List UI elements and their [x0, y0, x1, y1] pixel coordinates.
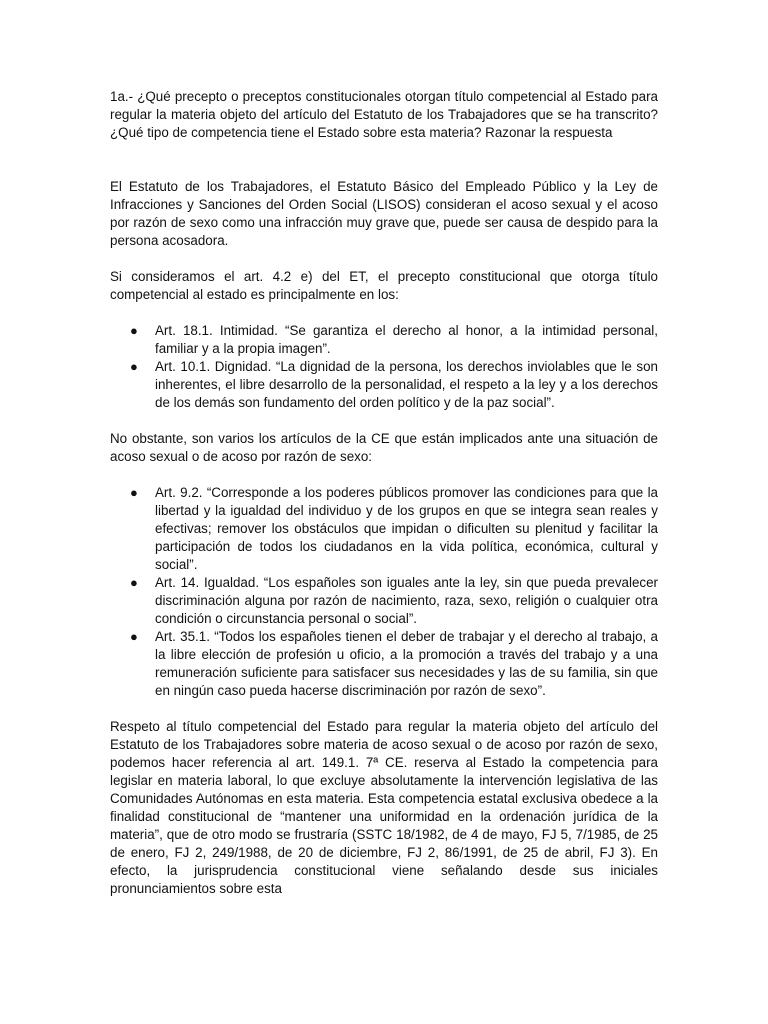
- constitutional-title-paragraph: Si consideramos el art. 4.2 e) del ET, el precepto constitucional que otorga título competencial al estado es principalmente en los:: [110, 269, 658, 302]
- list-item-text: Art. 10.1. Dignidad. “La dignidad de la persona, los derechos inviolables que le son inherentes, el libre desarrollo de la personalidad, el respeto a la ley y a los derechos de los demás son fundamento del orden político y de la paz social”.: [155, 359, 658, 410]
- bullet-icon: ●: [130, 323, 138, 338]
- document-page: [110, 88, 658, 916]
- primary-articles-list: [110, 322, 658, 412]
- list-item-text: Art. 9.2. “Corresponde a los poderes públicos promover las condiciones para que la libertad y la igualdad del individuo y de los grupos en que se integra sean reales y efectivas; remover los obstáculos que impidan o dificulten su plenitud y facilitar la participación de todos los ciudadanos en la vida política, económica, cultural y social”.: [155, 485, 658, 572]
- list-item: [130, 358, 658, 412]
- bullet-icon: ●: [130, 485, 138, 500]
- list-item-text: Art. 35.1. “Todos los españoles tienen el deber de trabajar y el derecho al trabajo, a la libre elección de profesión u oficio, a la promoción a través del trabajo y a una remuneración suficiente para satisfacer sus necesidades y las de su familia, sin que en ningún caso pueda hacerse discriminación por razón de sexo”.: [155, 629, 658, 698]
- question-heading: 1a.- ¿Qué precepto o preceptos constitucionales otorgan título competencial al Estado para regular la materia objeto del artículo del Estatuto de los Trabajadores que se ha transcrito? ¿Qué tipo de competencia tiene el Estado sobre esta materia? Razonar la respuesta: [110, 89, 658, 140]
- list-item: [130, 574, 658, 628]
- intro-paragraph: El Estatuto de los Trabajadores, el Estatuto Básico del Empleado Público y la Ley de Infracciones y Sanciones del Orden Social (LISOS) consideran el acoso sexual y el acoso por razón de sexo como una infracción muy grave que, puede ser causa de despido para la persona acosadora.: [110, 179, 658, 248]
- bullet-icon: ●: [130, 359, 138, 374]
- competence-paragraph: Respeto al título competencial del Estado para regular la materia objeto del artículo del Estatuto de los Trabajadores sobre materia de acoso sexual o de acoso por razón de sexo, podemos hacer referencia al art. 149.1. 7ª CE. reserva al Estado la competencia para legislar en materia laboral, lo que excluye absolutamente la intervención legislativa de las Comunidades Autónomas en esta materia. Esta competencia estatal exclusiva obedece a la finalidad constitucional de “mantener una uniformidad en la ordenación jurídica de la materia”, que de otro modo se frustraría (SSTC 18/1982, de 4 de mayo, FJ 5, 7/1985, de 25 de enero, FJ 2, 249/1988, de 20 de diciembre, FJ 2, 86/1991, de 25 de abril, FJ 3). En efecto, la jurisprudencia constitucional viene señalando desde sus iniciales pronunciamientos sobre esta: [110, 719, 658, 896]
- list-item: [130, 484, 658, 574]
- list-item-text: Art. 18.1. Intimidad. “Se garantiza el derecho al honor, a la intimidad personal, familiar y a la propia imagen”.: [155, 323, 658, 356]
- list-item: [130, 322, 658, 358]
- list-item-text: Art. 14. Igualdad. “Los españoles son iguales ante la ley, sin que pueda prevalecer discriminación alguna por razón de nacimiento, raza, sexo, religión o cualquier otra condición o circunstancia personal o social”.: [155, 575, 658, 626]
- bullet-icon: ●: [130, 575, 138, 590]
- implicated-articles-paragraph: No obstante, son varios los artículos de la CE que están implicados ante una situación de acoso sexual o de acoso por razón de sexo:: [110, 431, 658, 464]
- bullet-icon: ●: [130, 629, 138, 644]
- implicated-articles-list: [110, 484, 658, 700]
- list-item: [130, 628, 658, 700]
